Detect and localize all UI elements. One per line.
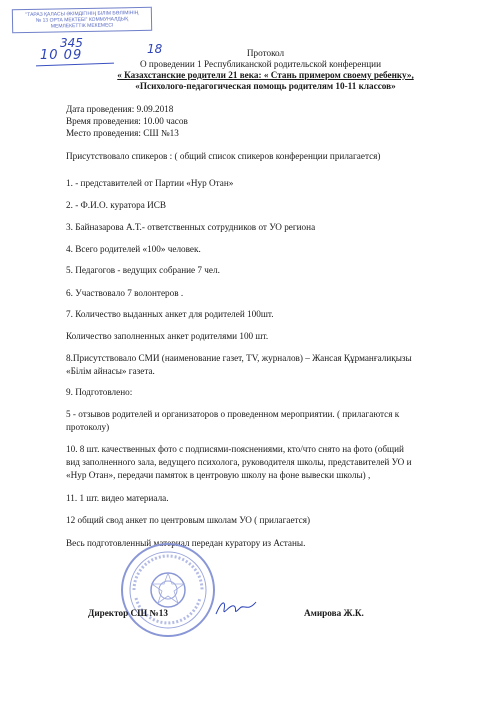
official-seal-icon: [118, 540, 218, 640]
document-subtitle: О проведении 1 Республиканской родительской конференции: [139, 59, 382, 69]
list-item: 9. Подготовлено:: [66, 387, 133, 397]
list-item: «Нур Отан», передачи памяток в центровую школу на фоне вывески школы) ,: [66, 470, 371, 480]
list-item: 1. - представителей от Партии «Нур Отан»: [66, 178, 234, 188]
meta-date: Дата проведения: 9.09.2018: [66, 104, 174, 114]
present-speakers: Присутствовало спикеров : ( общий список спикеров конференции прилагается): [66, 151, 381, 161]
stamp-line: МЕМЛЕКЕТТІК МЕКЕМЕСІ: [50, 22, 114, 30]
list-item: 11. 1 шт. видео материала.: [66, 493, 169, 503]
list-item: 5. Педагогов - ведущих собрание 7 чел.: [66, 265, 220, 275]
list-item: Количество заполненных анкет родителями 100 шт.: [66, 331, 269, 341]
list-item: 8.Присутствовало СМИ (наименование газет, TV, журналов) – Жансая Құрманғалиқызы: [66, 353, 412, 363]
list-item: 2. - Ф.И.О. куратора ИСВ: [66, 200, 166, 210]
list-item: 6. Участвовало 7 волонтеров .: [66, 288, 184, 298]
signature-role: Директор СШ №13: [88, 608, 168, 618]
list-item: вид заполненного зала, ведущего психолога, руководителя школы, представителей УО и: [66, 457, 412, 467]
stamp-line: "ТАРАЗ ҚАЛАСЫ ӘКІМДІГІНІҢ БІЛІМ БӨЛІМІНІҢ: [25, 10, 139, 18]
list-item: 12 общий свод анкет по центровым школам УО ( прилагается): [66, 515, 311, 525]
handwritten-number: 345: [60, 36, 83, 50]
conference-name: « Казахстанские родители 21 века: « Стань примером своему ребенку»,: [117, 70, 414, 80]
list-item: «Білім айнасы» газета.: [66, 366, 155, 376]
final-note: Весь подготовленный материал передан куратору из Астаны.: [66, 538, 306, 548]
conference-topic: «Психолого-педагогическая помощь родителям 10-11 классов»: [135, 81, 396, 91]
school-header-stamp: [12, 7, 152, 33]
meta-time: Время проведения: 10.00 часов: [66, 116, 188, 126]
handwritten-date: 10 09: [40, 48, 83, 63]
list-item: протоколу): [66, 422, 110, 432]
document-title: Протокол: [246, 48, 285, 58]
handwritten-day: 18: [147, 42, 163, 56]
list-item: 10. 8 шт. качественных фото с подписями-пояснениями, кто/что снято на фото (общий: [66, 444, 404, 454]
list-item: 5 - отзывов родителей и организаторов о проведенном мероприятии. ( прилагаются к: [66, 409, 400, 419]
meta-place: Место проведения: СШ №13: [66, 128, 179, 138]
list-item: 3. Байназарова А.Т.- ответственных сотрудников от УО региона: [66, 222, 316, 232]
signature-name: Амирова Ж.К.: [304, 608, 364, 618]
list-item: 4. Всего родителей «100» человек.: [66, 244, 201, 254]
stamp-line: № 13 ОРТА МЕКТЕБІ" КОММУНАЛДЫҚ: [35, 16, 129, 24]
list-item: 7. Количество выданных анкет для родителей 100шт.: [66, 309, 274, 319]
